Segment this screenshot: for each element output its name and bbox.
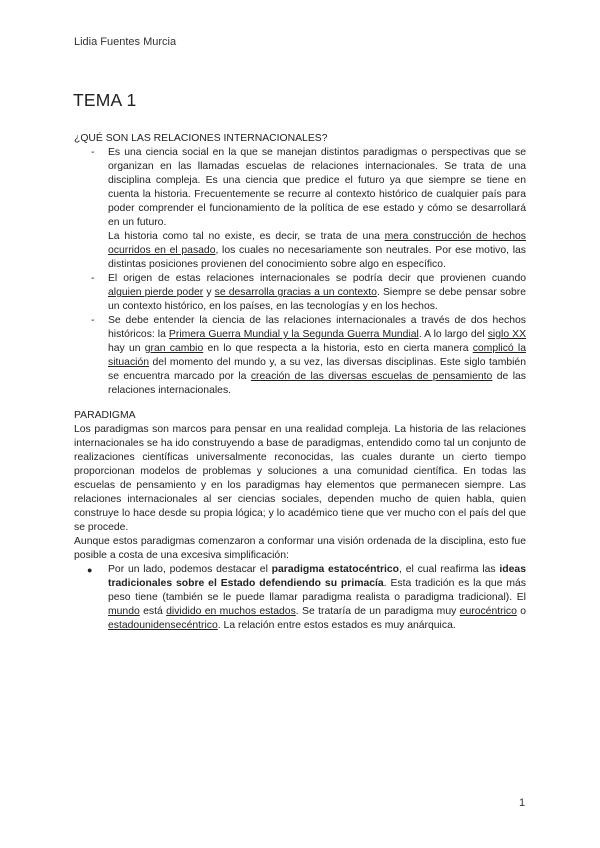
paragraph-text: y [203,287,215,298]
paragraph-text: El origen de estas relaciones internacionales se podría decir que provienen cuando [108,273,526,284]
section-heading-relaciones: ¿QUÉ SON LAS RELACIONES INTERNACIONALES? [74,133,328,144]
header-author: Lidia Fuentes Murcia [74,36,177,48]
spacer [74,398,526,409]
list-item [74,314,526,398]
paragraph-text: , el cual reafirma las [399,564,500,575]
paragraph-text: Se debe entender la ciencia de las relaciones internacionales a través de dos hechos históricos: la [108,315,526,340]
paragraph-text: La historia como tal no existe, es decir, se trata de una [108,231,385,242]
underlined-text: mundo [108,606,140,617]
list-item [74,272,526,314]
underlined-text: Primera Guerra Mundial y la Segunda Guerra Mundial [168,329,419,340]
dash-list [74,146,526,398]
paragraph-text: está [139,606,167,617]
paragraph-text: del momento del mundo y, a su vez, las diversas disciplinas. Este siglo también se encuentra marcado por la [108,357,526,382]
paragraph-text: . A lo largo del [418,329,488,340]
list-item [74,146,526,272]
underlined-text: alguien pierde poder [108,287,204,298]
list-item [74,563,526,633]
underlined-text: dividido en muchos estados [166,606,296,617]
document-body [74,132,526,633]
underlined-text: gran cambio [144,343,204,354]
underlined-text: complicó la situación [108,343,526,368]
paragraph: Aunque estos paradigmas comenzaron a conformar una visión ordenada de la disciplina, esto fue posible a costa de una excesiva simplificación: [74,536,526,561]
underlined-text: creación de las diversas escuelas de pensamiento [250,371,493,382]
underlined-text: estadounidensecéntrico [108,620,218,631]
underlined-text: mera construcción de hechos ocurridos en el pasado [108,231,526,256]
paragraph-text: de las relaciones internacionales. [108,371,526,396]
paragraph-text: . La relación entre estos estados es muy anárquica. [217,620,456,631]
underlined-text: se desarrolla gracias a un contexto [214,287,377,298]
bullet-list [74,563,526,633]
section-heading-paradigma: PARADIGMA [74,410,136,421]
paragraph-text: . Se trataría de un paradigma muy [295,606,460,617]
page-title: TEMA 1 [73,90,137,110]
paragraph: Los paradigmas son marcos para pensar en una realidad compleja. La historia de las relaciones internacionales se ha ido construyendo a base de paradigmas, entendido como tal un conjunto de realizaciones científicas universalmente reconocidas, las cuales durante un cierto tiempo proporcionan modelos de problemas y soluciones a una comunidad científica. En todas las escuelas de pensamiento y en los paradigmas hay elementos que permanecen siempre. Las relaciones internacionales al ser ciencias sociales, dependen mucho de quien habla, quien construye lo hace desde su propia lógica; y lo académico tiene que ver mucho con el país del que se procede. [74,424,526,533]
paragraph-text: . Siempre se debe pensar sobre un contexto histórico, en los países, en las tecnologías y en los hechos. [108,287,526,312]
paragraph-text: en lo que respecta a la historia, esto en cierta manera [203,343,473,354]
paragraph-text: hay un [108,343,145,354]
paragraph-text: Por un lado, podemos destacar el [108,564,272,575]
paragraph-text: , los cuales no necesariamente son neutrales. Por ese motivo, las distintas posiciones provienen del conocimiento sobre algo en específico. [108,245,526,270]
paragraph: Es una ciencia social en la que se manejan distintos paradigmas o perspectivas que se organizan en las llamadas escuelas de relaciones internacionales. Se trata de una disciplina compleja. Es una ciencia que predice el futuro ya que siempre se tiene en cuenta la historia. Frecuentemente se recurre al contexto histórico de cualquier país para poder comprender el funcionamiento de la política de ese estado y cómo se desarrollará en un futuro. [108,147,526,228]
underlined-text: eurocéntrico [459,606,517,617]
page-number: 1 [519,797,526,809]
bold-text: ideas tradicionales sobre el Estado defendiendo su primacía [108,564,526,589]
underlined-text: siglo XX [487,329,526,340]
paragraph-text: o [516,606,526,617]
paragraph-text: . Esta tradición es la que más peso tiene (también se le puede llamar paradigma realista o paradigma tradicional). El [108,578,526,603]
bold-text: paradigma estatocéntrico [271,564,400,575]
